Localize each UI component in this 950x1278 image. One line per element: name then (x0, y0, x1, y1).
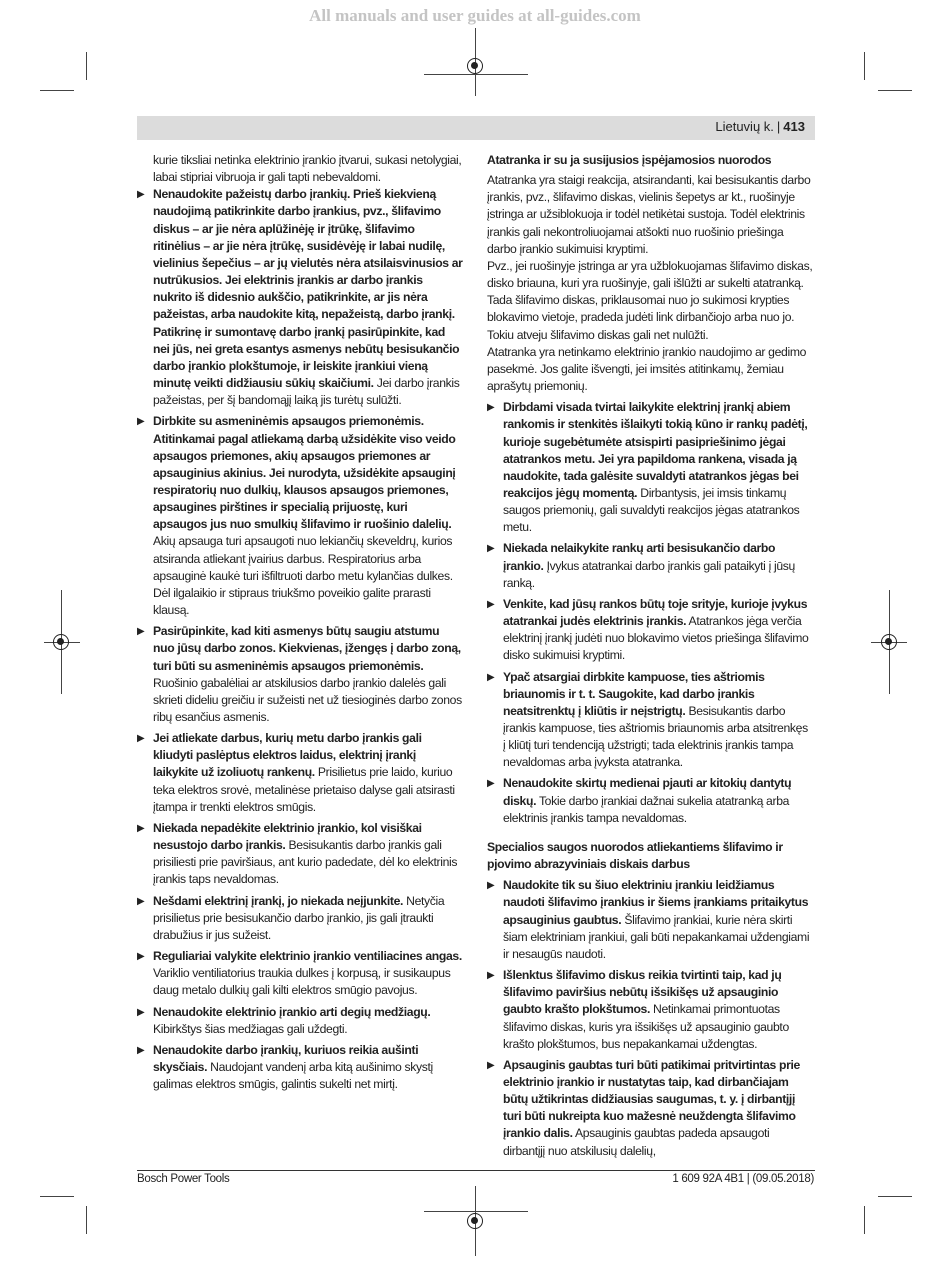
kickback-paragraph-2: Pvz., jei ruošinyje įstringa ar yra užblokuojamas šlifavimo diskas, disko briauna, kuri yra ruošinyje, gali išlūžti ar sukelti atatranką. Tada šlifavimo diskas, priklausomai nuo jo sukimosi krypties blokavimo vietoje, pradeda judėti link dirbančiojo arba nuo jo. Tokiu atveju šlifavimo diskas gali net nulūžti. (487, 258, 813, 342)
bullet-item (487, 775, 813, 826)
bullet-item (137, 730, 463, 816)
right-column (487, 152, 813, 1164)
intro-paragraph: kurie tiksliai netinka elektrinio įrankio įtvarui, sukasi netolygiai, labai stipriai vibruoja ir gali tapti nebevaldomi. (153, 153, 462, 185)
footer-rule (137, 1170, 815, 1171)
left-column (137, 152, 463, 1097)
footer-doc-id: 1 609 92A 4B1 | (09.05.2018) (672, 1173, 814, 1185)
bullet-item (487, 967, 813, 1053)
bullet-body-text: Tokie darbo įrankiai dažnai sukelia atatranką arba elektrinis įrankis tampa nevaldomas. (503, 793, 790, 825)
bullet-bold-text: Ypač atsargiai dirbkite kampuose, ties aštriomis briaunomis ir t. t. Saugokite, kad darbo įrankis neatsitrenktų į kliūtis ir neįstrigtų. (503, 669, 765, 718)
bullet-arrow-icon: ▶ (137, 416, 145, 428)
bullet-body-text: Prisilietus prie laido, kuriuo teka elektros srovė, metalinėse prietaiso dalyse gali atsirasti įtampa ir trenkti elektros smūgis. (153, 765, 455, 814)
bullet-body-text: Šlifavimo įrankiai, kurie nėra skirti šiam elektriniam įrankiui, gali būti nepakankamai uždengiami ir nesaugūs naudoti. (503, 912, 810, 961)
bullet-body-text: Akių apsauga turi apsaugoti nuo lekiančių skeveldrų, kurios atsiranda atliekant įvairius darbus. Respiratorius arba apsauginė kaukė turi išfiltruoti darbo metu kylančias dulkes. Dėl ilgalaikio ir stipraus triukšmo poveikio galite prarasti klausą. (153, 534, 453, 618)
bullet-bold-text: Reguliariai valykite elektrinio įrankio ventiliacines angas. (153, 949, 462, 964)
crop-mark (424, 1211, 528, 1212)
bullet-arrow-icon: ▶ (487, 402, 495, 414)
bullet-body-text: Besisukantis darbo įrankis gali prisiliesti prie paviršiaus, ant kurio padedate, dėl ko elektrinis įrankis taps nevaldomas. (153, 838, 458, 887)
bullet-bold-text: Nenaudokite pažeistų darbo įrankių. Prieš kiekvieną naudojimą patikrinkite darbo įrankius, pvz., šlifavimo diskus – ar jie nėra aplūžinėję ir įtrūkę, šlifavimo ritinėlius – ar jie nėra įtrūkę, susidėvėję ir labai nudilę, vielinius šepečius – ar jų vielutės nėra atsilaisvinusios ar nutrūkusios. Jei elektrinis įrankis ar darbo įrankis nukrito iš didesnio aukščio, patikrinkite, ar jis nėra pažeistas, arba naudokite kitą, nepažeistą, darbo įrankį. Patikrinę ir sumontavę darbo įrankį pasirūpinkite, kad nei jūs, nei greta esantys asmenys nebūtų besisukančio darbo įrankio plokštumoje, ir leiskite įrankiui vieną minutę veikti didžiausiu sūkių skaičiumi. (153, 187, 463, 391)
crop-mark (424, 74, 528, 75)
page-number: 413 (783, 119, 805, 134)
crop-mark (40, 1196, 74, 1197)
bullet-item (487, 596, 813, 665)
kickback-bullet-list (487, 399, 813, 827)
bullet-bold-text: Nenaudokite elektrinio įrankio arti degių medžiagų. (153, 1004, 431, 1019)
bullet-arrow-icon: ▶ (487, 1059, 495, 1071)
bullet-bold-text: Nenaudokite skirtų medienai pjauti ar kitokių dantytų diskų. (503, 776, 792, 808)
bullet-bold-text: Nešdami elektrinį įrankį, jo niekada neįjunkite. (153, 893, 404, 908)
bullet-bold-text: Niekada nepadėkite elektrinio įrankio, kol visiškai nesustojo darbo įrankis. (153, 820, 422, 853)
bullet-body-text: Kibirkštys šias medžiagas gali uždegti. (153, 1021, 348, 1036)
section-heading-grinding: Specialios saugos nuorodos atliekantiems šlifavimo ir pjovimo abrazyviniais diskais darbus (487, 839, 783, 872)
bullet-body-text: Įvykus atatrankai darbo įrankis gali pataikyti į jūsų ranką. (503, 558, 795, 590)
bullet-arrow-icon: ▶ (487, 598, 495, 610)
registration-mark-icon (881, 634, 897, 650)
bullet-arrow-icon: ▶ (137, 1044, 145, 1056)
bullet-item (137, 893, 463, 944)
bullet-bold-text: Išlenktus šlifavimo diskus reikia tvirtinti taip, kad jų šlifavimo paviršius nebūtų išsikišęs už apsauginio gaubto krašto plokštumos. (503, 968, 782, 1017)
kickback-paragraph-3: Atatranka yra netinkamo elektrinio įrankio naudojimo ar gedimo pasekmė. Jos galite išvengti, jei imsitės atitinkamų, žemiau aprašytų priemonių. (487, 344, 807, 394)
bullet-bold-text: Dirbdami visada tvirtai laikykite elektrinį įrankį abiem rankomis ir stenkitės išlaikyti tokią kūno ir rankų padėtį, kurioje sugebėtumėte atsispirti pasipriešinimo jėgai atatrankos metu. Jei yra papildoma rankena, visada ją naudokite, tada galėsite suvaldyti atatrankos jėgas bei reakcijos jėgų momentą. (503, 400, 808, 500)
bullet-arrow-icon: ▶ (137, 626, 145, 638)
registration-mark-icon (467, 58, 483, 74)
bullet-body-text: Atatrankos jėga verčia elektrinį įrankį judėti nuo blokavimo vietos priešinga šlifavimo disko sukimuisi kryptimi. (503, 614, 809, 663)
bullet-body-text: Variklio ventiliatorius traukia dulkes į korpusą, ir susikaupus daug metalo dulkių gali kilti elektros smūgio pavojus. (153, 966, 451, 998)
bullet-arrow-icon: ▶ (487, 778, 495, 790)
kickback-paragraph-1: Atatranka yra staigi reakcija, atsirandanti, kai besisukantis darbo įrankis, pvz., šlifavimo diskas, vielinis šepetys ar kt., ruošinyje įstringa ar užsiblokuoja ir todėl netikėtai sustoja. Todėl elektrinis įrankis gali nekontroliuojamai atšokti nuo ruošinio priešinga darbo įrankio sukimuisi kryptimi. (487, 173, 811, 256)
bullet-body-text: Naudojant vandenį arba kitą aušinimo skystį galimas elektros smūgis, galintis sukelti net mirtį. (153, 1059, 433, 1092)
bullet-item (137, 186, 463, 409)
bullet-item (137, 413, 463, 619)
registration-mark-icon (53, 634, 69, 650)
crop-mark (864, 52, 865, 80)
header-text (715, 119, 805, 134)
crop-mark (86, 1206, 87, 1234)
bullet-body-text: Jei darbo įrankis pažeistas, per šį bandomąjį laiką jis turėtų sulūžti. (153, 376, 460, 408)
bullet-body-text: Ruošinio gabalėliai ar atskilusios darbo įrankio dalelės gali skrieti dideliu greičiu ir sužeisti net už tiesioginės darbo zonos ribų esančius asmenis. (153, 675, 462, 724)
bullet-bold-text: Apsauginis gaubtas turi būti patikimai pritvirtintas prie elektrinio įrankio ir nustatytas taip, kad dirbančiajam būtų užtikrintas didžiausias saugumas, t. y. į dirbantįjį turi būti nukreipta kuo mažesnė neuždengta šlifavimo įrankio dalis. (503, 1057, 800, 1141)
bullet-body-text: Apsauginis gaubtas padeda apsaugoti dirbantįjį nuo atskilusių dalelių, (503, 1126, 770, 1158)
crop-mark (878, 1196, 912, 1197)
bullet-item (137, 1004, 463, 1038)
header-language: Lietuvių k. (715, 119, 774, 134)
bullet-arrow-icon: ▶ (137, 895, 145, 907)
bullet-bold-text: Nenaudokite darbo įrankių, kuriuos reikia aušinti skysčiais. (153, 1042, 419, 1074)
bullet-item (487, 399, 813, 536)
bullet-item (487, 877, 813, 963)
bullet-arrow-icon: ▶ (137, 733, 145, 745)
header-separator: | (776, 119, 781, 134)
bullet-arrow-icon: ▶ (137, 1006, 145, 1018)
bullet-arrow-icon: ▶ (137, 951, 145, 963)
bullet-body-text: Dirbantysis, jei imsis tinkamų saugos priemonių, gali suvaldyti reakcijos jėgas atatrankos metu. (503, 485, 800, 535)
left-bullet-list (137, 186, 463, 1093)
bullet-item (137, 948, 463, 999)
bullet-arrow-icon: ▶ (137, 189, 145, 201)
bullet-item (137, 820, 463, 889)
crop-mark (878, 90, 912, 91)
bullet-body-text: Besisukantis darbo įrankis kampuose, ties aštriomis briaunomis arba atsitrenkęs į kliūtį turi tendenciją užstrigti; tada elektrinis įrankis tampa nevaldomas arba įvyksta atatranka. (503, 703, 808, 770)
watermark-text: All manuals and user guides at all-guides.com (309, 6, 641, 25)
crop-mark (864, 1206, 865, 1234)
footer-brand: Bosch Power Tools (137, 1173, 230, 1185)
bullet-item (137, 623, 463, 726)
bullet-arrow-icon: ▶ (487, 880, 495, 892)
bullet-item (487, 1057, 813, 1160)
crop-mark (86, 52, 87, 80)
bullet-arrow-icon: ▶ (487, 671, 495, 683)
bullet-arrow-icon: ▶ (137, 822, 145, 834)
bullet-bold-text: Pasirūpinkite, kad kiti asmenys būtų saugiu atstumu nuo jūsų darbo zonos. Kiekvienas, įžengęs į darbo zoną, turi būti su asmeninėmis apsaugos priemonėmis. (153, 624, 461, 673)
page-header (137, 116, 815, 140)
bullet-bold-text: Niekada nelaikykite rankų arti besisukančio darbo įrankio. (503, 541, 776, 573)
grinding-bullet-list (487, 877, 813, 1160)
registration-mark-icon (467, 1213, 483, 1229)
section-heading-kickback: Atatranka ir su ja susijusios įspėjamosios nuorodos (487, 153, 772, 167)
bullet-item (137, 1042, 463, 1093)
bullet-body-text: Netyčia prisilietus prie besisukančio darbo įrankio, jis gali įtraukti drabužius ir jus sužeist. (153, 893, 445, 942)
bullet-bold-text: Jei atliekate darbus, kurių metu darbo įrankis gali kliudyti paslėptus elektros laidus, elektrinį įrankį laikykite už izoliuotų rankenų. (153, 731, 422, 780)
bullet-item (487, 540, 813, 591)
bullet-arrow-icon: ▶ (487, 543, 495, 555)
crop-mark (40, 90, 74, 91)
bullet-bold-text: Naudokite tik su šiuo elektriniu įrankiu leidžiamus naudoti šlifavimo įrankius ir šiems įrankiams pritaikytus apsauginius gaubtus. (503, 878, 809, 927)
bullet-bold-text: Venkite, kad jūsų rankos būtų toje srityje, kurioje įvykus atatrankai judės elektrinis įrankis. (503, 596, 808, 629)
bullet-item (487, 669, 813, 772)
bullet-body-text: Netinkamai primontuotas šlifavimo diskas, kuris yra išsikišęs už apsauginio gaubto krašto plokštumos, bus nepakankamai uždengtas. (503, 1002, 789, 1051)
bullet-bold-text: Dirbkite su asmeninėmis apsaugos priemonėmis. Atitinkamai pagal atliekamą darbą užsidėkite viso veido apsaugos priemones, akių apsaugos priemones ar apsauginius akinius. Jei nurodyta, užsidėkite apsauginį respiratorių nuo dulkių, klausos apsaugos priemones, apsaugines pirštines ir specialią prijuostę, kuri apsaugos jus nuo smulkių šlifavimo ir ruošinio dalelių. (153, 414, 456, 532)
bullet-arrow-icon: ▶ (487, 970, 495, 982)
